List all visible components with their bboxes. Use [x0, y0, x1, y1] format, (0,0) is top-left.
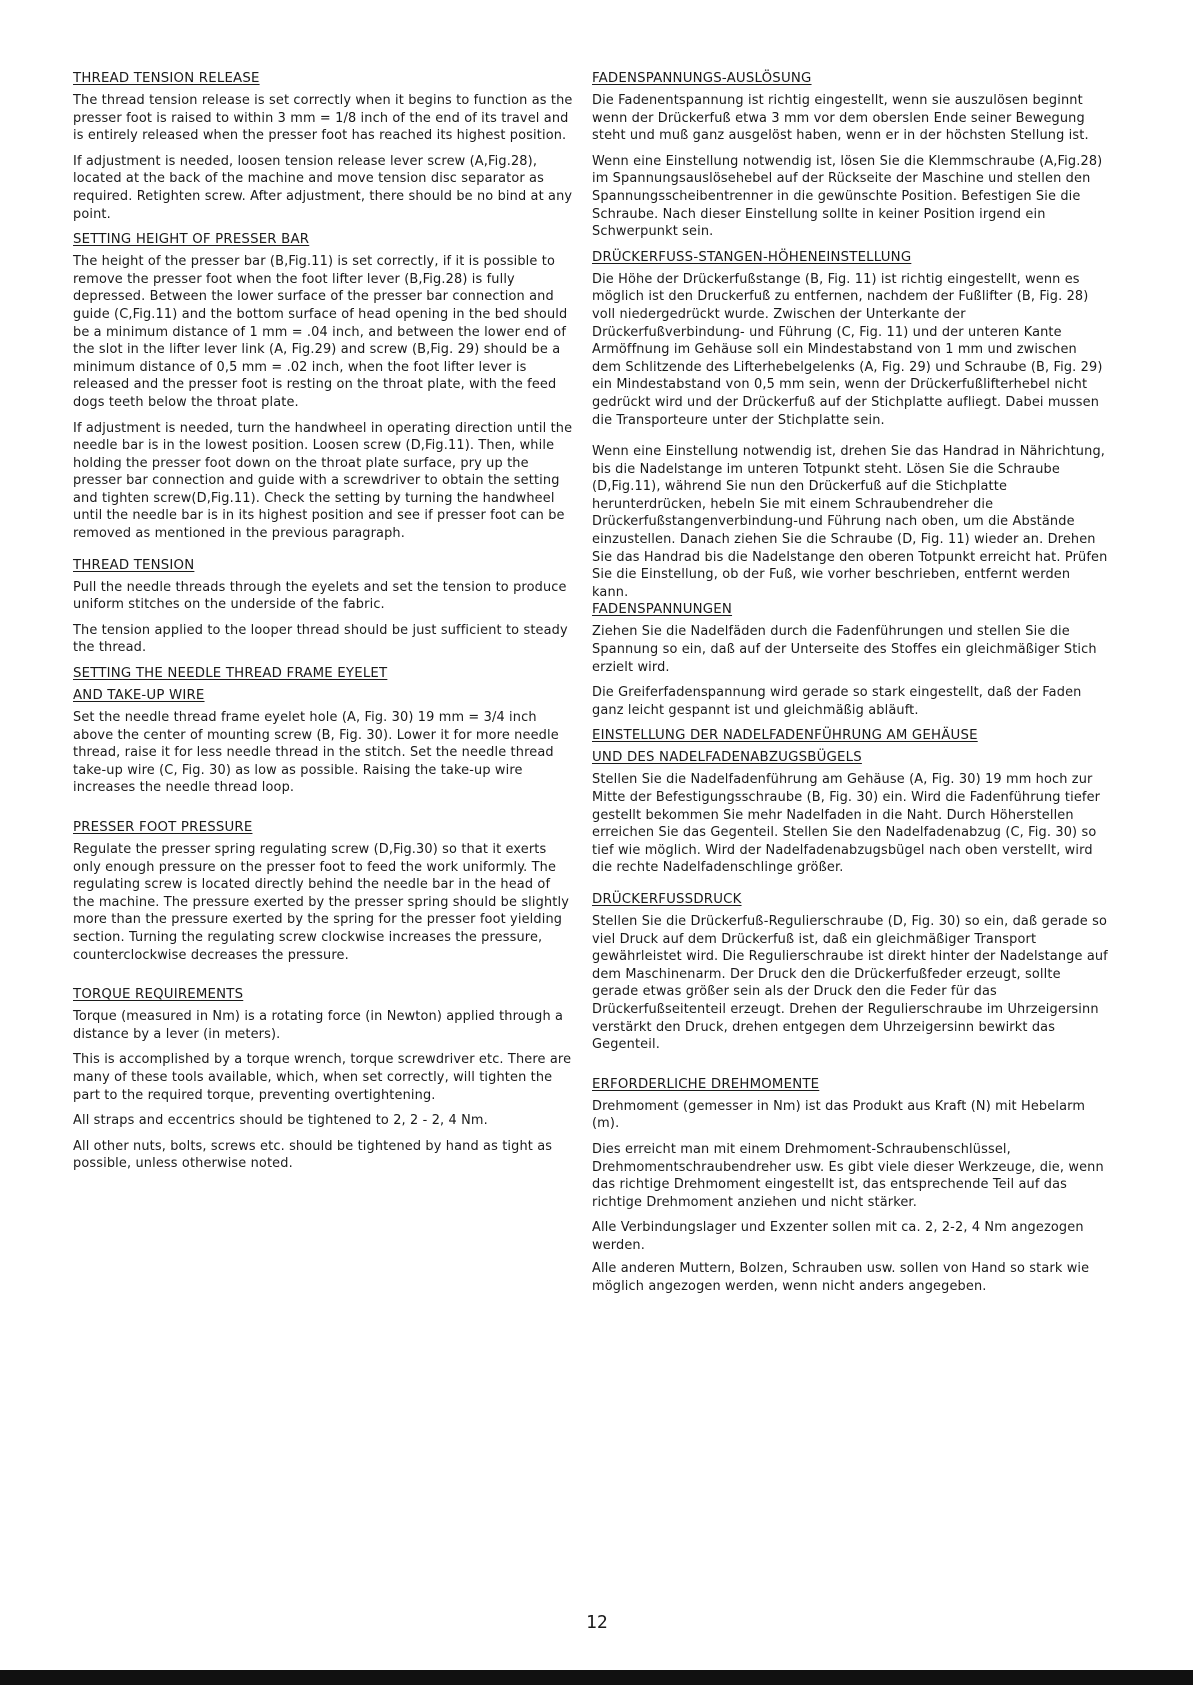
paragraph: The thread tension release is set correctly when it begins to function as the presser foot is raised to within 3 mm = 1/8 inch of the end of its travel and is entirely released when the presser foot has reached its highest position. — [73, 93, 573, 144]
heading-presser-foot-pressure-en: PRESSER FOOT PRESSURE — [73, 820, 253, 835]
heading-thread-tension-release-en: THREAD TENSION RELEASE — [73, 71, 260, 86]
paragraph: The height of the presser bar (B,Fig.11) is set correctly, if it is possible to remove the presser foot when the foot lifter lever (B,Fig.28) is fully depressed. Between the lower surface of the presser bar connection and guide (C,Fig.11) and the bottom surface of head opening in the bed should be a minimum distance of 1 mm = .04 inch, and between the lower end of the slot in the lifter lever link (A, Fig.29) and screw (B,Fig. 29) should be a minimum distance of 0,5 mm = .02 inch, when the foot lifter lever is released and the presser foot is resting on the throat plate, with the feed dogs teeth below the throat plate. — [73, 254, 568, 410]
paragraph: Alle anderen Muttern, Bolzen, Schrauben usw. sollen von Hand so stark wie möglich angezogen werden, wenn nicht anders angegeben. — [592, 1261, 1090, 1295]
heading-torque-de: ERFORDERLICHE DREHMOMENTE — [592, 1076, 820, 1092]
section-presser-bar-height-de — [592, 249, 1110, 602]
paragraph: Die Fadenentspannung ist richtig eingestellt, wenn sie auszulösen beginnt wenn der Drückerfuß etwa 3 mm vor dem oberslen Ende seiner Bewegung steht und muß ganz ausgelöst haben, wenn er in der höchsten Stellung ist. — [592, 93, 1089, 144]
paragraph: This is accomplished by a torque wrench, torque screwdriver etc. There are many of these tools available, which, when set correctly, will tighten the part to the required torque, preventing overtightening. — [73, 1052, 572, 1103]
paragraph: Ziehen Sie die Nadelfäden durch die Fadenführungen und stellen Sie die Spannung so ein, daß auf der Unterseite des Stoffes ein gleichmäßiger Stich erzielt wird. — [592, 624, 1097, 675]
paragraph: Drehmoment (gemesser in Nm) ist das Produkt aus Kraft (N) mit Hebelarm (m). — [592, 1098, 1086, 1132]
paragraph: Dies erreicht man mit einem Drehmoment-Schraubenschlüssel, Drehmomentschraubendreher usw. Es gibt viele dieser Werkzeuge, die, wenn das richtige Drehmoment eingestellt ist, das entsprechende Teil auf das richtige Drehmoment anziehen und nicht stärker. — [592, 1141, 1104, 1210]
section-torque-de — [592, 1076, 1110, 1296]
paragraph: Pull the needle threads through the eyelets and set the tension to produce uniform stitches on the underside of the fabric. — [73, 579, 567, 613]
paragraph: Die Höhe der Drückerfußstange (B, Fig. 11) ist richtig eingestellt, wenn es möglich ist den Druckerfuß zu entfernen, nachdem der Fußlifter (B, Fig. 28) voll niedergedrückt wurde. Zwischen der Unterkante der Drückerfußverbindung- und Führung (C, Fig. 11) und der unteren Kante Armöffnung im Gehäuse soll ein Mindestabstand von 1 mm und zwischen dem Schlitzende des Lifterhebelgelenks (A, Fig. 29) und Schraube (B, Fig. 29) ein Mindestabstand von 0,5 mm sein, wenn der Drückerfußlifterhebel nicht gedrückt wird und der Drückerfuß auf der Stichplatte aufliegt. Dabei mussen die Transporteure unter der Stichplatte sein. — [592, 271, 1103, 428]
paragraph: Die Greiferfadenspannung wird gerade so stark eingestellt, daß der Faden ganz leicht gespannt ist und gleichmäßig abläuft. — [592, 685, 1082, 718]
paragraph: Regulate the presser spring regulating screw (D,Fig.30) so that it exerts only enough pressure on the presser foot to feed the work uniformly. The regulating screw is located directly behind the needle bar in the head of the machine. The pressure exerted by the presser spring should be slightly more than the pressure exerted by the spring for the presser foot yielding section. Turning the regulating screw clockwise increases the pressure, counterclockwise decreases the pressure. — [73, 842, 570, 963]
section-thread-tension-release-en — [73, 70, 573, 223]
section-thread-tension-en — [73, 557, 573, 657]
paragraph: If adjustment is needed, loosen tension release lever screw (A,Fig.28), located at the back of the machine and move tension disc separator as required. Retighten screw. After adjustment, there should be no bind at any point. — [73, 153, 573, 222]
section-thread-tension-release-de — [592, 70, 1110, 241]
section-presser-foot-pressure-de — [592, 891, 1110, 1054]
heading-eyelet-de-line1: EINSTELLUNG DER NADELFADENFÜHRUNG AM GEHÄUSE — [592, 728, 978, 744]
heading-presser-bar-height-en: SETTING HEIGHT OF PRESSER BAR — [73, 232, 310, 248]
section-torque-en — [73, 986, 573, 1173]
paragraph: The tension applied to the looper thread should be just sufficient to steady the thread. — [73, 622, 568, 656]
section-presser-bar-height-en — [73, 231, 573, 543]
paragraph: Alle Verbindungslager und Exzenter sollen mit ca. 2, 2-2, 4 Nm angezogen werden. — [592, 1220, 1084, 1253]
english-column — [73, 70, 573, 1181]
page-number: 12 — [586, 1612, 608, 1633]
heading-eyelet-en-line1: SETTING THE NEEDLE THREAD FRAME EYELET — [73, 666, 388, 682]
paragraph: Set the needle thread frame eyelet hole (A, Fig. 30) 19 mm = 3/4 inch above the center of mounting screw (B, Fig. 30). Lower it for more needle thread, raise it for less needle thread in the stitch. Set the needle thread take-up wire (C, Fig. 30) as low as possible. Raising the take-up wire increases the needle thread loop. — [73, 710, 559, 796]
heading-eyelet-en-line2: AND TAKE-UP WIRE — [73, 688, 205, 704]
heading-thread-tension-en: THREAD TENSION — [73, 557, 195, 573]
heading-thread-tension-release-de: FADENSPANNUNGS-AUSLÖSUNG — [592, 71, 812, 86]
scan-edge-bar — [0, 1670, 1193, 1685]
section-thread-tension-de — [592, 601, 1110, 719]
paragraph: Wenn eine Einstellung notwendig ist, lösen Sie die Klemmschraube (A,Fig.28) im Spannungsauslösehebel auf der Rückseite der Maschine und stellen den Spannungsscheibentrenner in die gewünschte Position. Befestigen Sie die Schraube. Nach dieser Einstellung sollte in keiner Position irgend ein Schwerpunkt sein. — [592, 153, 1103, 240]
german-column — [592, 70, 1110, 1304]
heading-presser-foot-pressure-de: DRÜCKERFUSSDRUCK — [592, 891, 742, 907]
paragraph: Wenn eine Einstellung notwendig ist, drehen Sie das Handrad in Nährichtung, bis die Nadelstange im unteren Totpunkt steht. Lösen Sie die Schraube (D,Fig.11), während Sie nun den Drückerfuß auf die Stichplatte herunterdrücken, hebeln Sie mit einem Schraubendreher die Drückerfußstangenverbindung-und Führung nach oben, um die Abstände einzustellen. Danach ziehen Sie die Schraube (D, Fig. 11) wieder an. Drehen Sie das Handrad bis die Nadelstange den oberen Totpunkt erreicht hat. Prüfen Sie die Einstellung, ob der Fuß, wie vorher beschrieben, entfernt werden kann. — [592, 444, 1108, 600]
section-presser-foot-pressure-en — [73, 819, 573, 964]
paragraph: All straps and eccentrics should be tightened to 2, 2 - 2, 4 Nm. — [73, 1113, 488, 1129]
heading-eyelet-de-line2: UND DES NADELFADENABZUGSBÜGELS — [592, 750, 862, 766]
heading-thread-tension-de: FADENSPANNUNGEN — [592, 602, 733, 618]
heading-torque-en: TORQUE REQUIREMENTS — [73, 987, 244, 1003]
paragraph: Torque (measured in Nm) is a rotating force (in Newton) applied through a distance by a lever (in meters). — [73, 1009, 564, 1042]
paragraph: If adjustment is needed, turn the handwheel in operating direction until the needle bar is in the lowest position. Loosen screw (D,Fig.11). Then, while holding the presser foot down on the throat plate surface, pry up the presser bar connection and guide with a screwdriver to obtain the setting and tighten screw(D,Fig.11). Check the setting by turning the handwheel until the needle bar is in its highest position and see if presser foot can be removed as mentioned in the previous paragraph. — [73, 420, 573, 542]
paragraph: All other nuts, bolts, screws etc. should be tightened by hand as tight as possible, unless otherwise noted. — [73, 1138, 553, 1172]
section-eyelet-de — [592, 727, 1110, 877]
section-eyelet-en — [73, 665, 573, 797]
heading-presser-bar-height-de: DRÜCKERFUSS-STANGEN-HÖHENEINSTELLUNG — [592, 249, 912, 265]
paragraph: Stellen Sie die Drückerfuß-Regulierschraube (D, Fig. 30) so ein, daß gerade so viel Druck auf dem Drückerfuß ist, daß ein gleichmäßiger Transport gewährleistet wird. Die Regulierschraube ist direkt hinter der Nadelstange auf dem Maschinenarm. Der Druck den die Drückerfußfeder erzeugt, sollte gerade etwas größer sein als der Druck den die Feder für das Drückerfußseitenteil erzeugt. Drehen der Regulierschraube im Uhrzeigersinn verstärkt den Druck, drehen entgegen dem Uhrzeigersinn bewirkt das Gegenteil. — [592, 913, 1108, 1053]
paragraph: Stellen Sie die Nadelfadenführung am Gehäuse (A, Fig. 30) 19 mm hoch zur Mitte der Befestigungsschraube (B, Fig. 30) ein. Wird die Fadenführung tiefer gestellt bekommen Sie mehr Nadelfaden in die Naht. Durch Höherstellen erreichen Sie das Gegenteil. Stellen Sie den Nadelfadenabzug (C, Fig. 30) so tief wie möglich. Wird der Nadelfadenabzugsbügel nach oben verstellt, wird die rechte Nadelfadenschlinge größer. — [592, 772, 1101, 876]
